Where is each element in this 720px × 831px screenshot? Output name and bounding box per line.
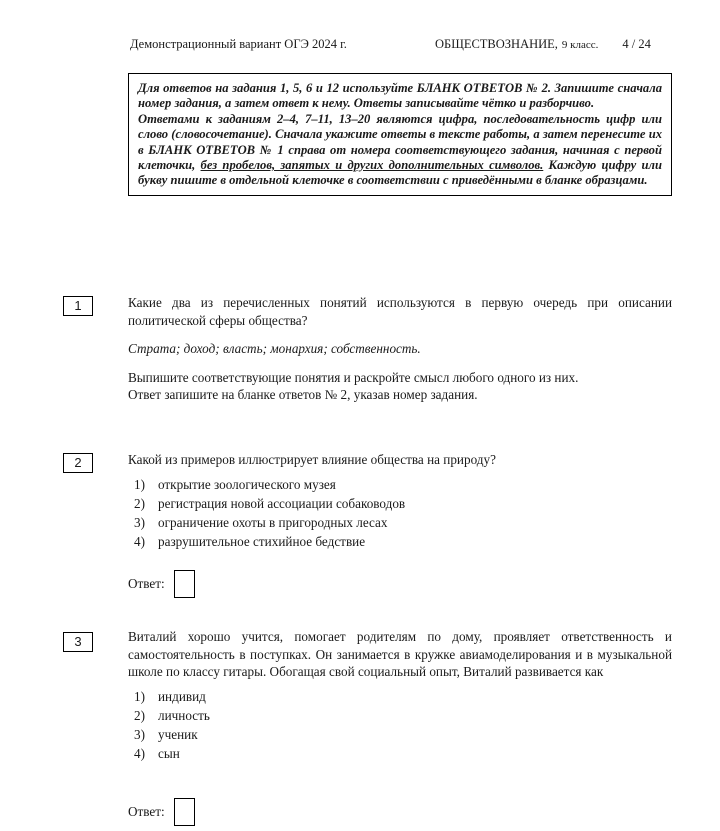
instruction-paragraph-2-underlined: без пробелов, запятых и других дополнительных символов. <box>200 158 544 173</box>
option-item[interactable] <box>128 532 672 551</box>
option-label: ученик <box>158 726 198 742</box>
answer-label: Ответ: <box>128 804 165 819</box>
question-2-stem: Какой из примеров иллюстрирует влияние общества на природу? <box>128 452 496 467</box>
option-label: регистрация новой ассоциации собаководов <box>158 495 406 511</box>
option-marker: 2) <box>134 707 145 723</box>
question-number-2: 2 <box>63 453 93 473</box>
option-marker: 3) <box>134 514 145 530</box>
header-subject-group <box>435 36 651 53</box>
instruction-paragraph-2-part2: Каждую цифру или букву пишите в отдельной клеточке в соответствии с приведёнными в бланке образцами. <box>138 158 662 188</box>
option-label: сын <box>158 745 180 761</box>
instruction-paragraph-1: Для ответов на задания 1, 5, 6 и 12 используйте БЛАНК ОТВЕТОВ № 2. Запишите сначала номер задания, а затем ответ к нему. Ответы записывайте чётко и разборчиво. <box>138 81 662 111</box>
answer-input-2[interactable] <box>174 570 195 598</box>
option-marker: 1) <box>134 476 145 492</box>
question-3-stem: Виталий хорошо учится, помогает родителям по дому, проявляет ответственность и самостоятельность в поступках. Он занимается в кружке авиамоделирования и в музыкальной школе по классу гитары. Обогащая свой социальный опыт, Виталий развивается как <box>128 629 672 679</box>
option-marker: 4) <box>134 745 145 761</box>
question-2-body <box>128 451 672 551</box>
option-item[interactable] <box>128 513 672 532</box>
option-label: разрушительное стихийное бедствие <box>158 533 366 549</box>
instruction-paragraph-2-part1: Ответами к заданиям 2–4, 7–11, 13–20 являются цифра, последовательность цифр или слово (словосочетание). Сначала укажите ответы в тексте работы, а затем перенесите их в БЛАНК ОТВЕТОВ № 1 справа от номера соответствующего задания, начиная с первой клеточки, <box>138 111 662 173</box>
question-2-options <box>128 475 672 551</box>
question-1-note: Ответ запишите на бланке ответов № 2, указав номер задания. <box>128 387 478 402</box>
option-marker: 4) <box>134 533 145 549</box>
question-1-body <box>128 294 672 404</box>
instruction-paragraph-2 <box>138 112 662 189</box>
answer-label: Ответ: <box>128 576 165 591</box>
option-label: ограничение охоты в пригородных лесах <box>158 514 388 530</box>
question-1-stem: Какие два из перечисленных понятий используются в первую очередь при описании политической сферы общества? <box>128 295 672 328</box>
header-page-number: 4 / 24 <box>622 37 651 51</box>
option-label: индивид <box>158 688 206 704</box>
option-item[interactable] <box>128 725 672 744</box>
instruction-box <box>128 73 672 196</box>
option-label: личность <box>158 707 210 723</box>
option-item[interactable] <box>128 494 672 513</box>
question-3-body <box>128 628 672 763</box>
header-exam-title: Демонстрационный вариант ОГЭ 2024 г. <box>130 37 347 51</box>
question-2-answer-row <box>128 570 195 598</box>
header-grade: 9 класс. <box>561 39 599 51</box>
question-3-options <box>128 687 672 763</box>
option-item[interactable] <box>128 706 672 725</box>
page-header <box>130 36 675 52</box>
option-item[interactable] <box>128 475 672 494</box>
question-number-1: 1 <box>63 296 93 316</box>
question-3-answer-row <box>128 798 195 826</box>
option-marker: 2) <box>134 495 145 511</box>
option-marker: 1) <box>134 688 145 704</box>
option-item[interactable] <box>128 687 672 706</box>
header-subject: ОБЩЕСТВОЗНАНИЕ, <box>435 37 558 51</box>
option-marker: 3) <box>134 726 145 742</box>
option-label: открытие зоологического музея <box>158 476 336 492</box>
option-item[interactable] <box>128 744 672 763</box>
question-1-task: Выпишите соответствующие понятия и раскройте смысл любого одного из них. <box>128 369 579 385</box>
question-1-terms: Страта; доход; власть; монархия; собственность. <box>128 341 421 356</box>
question-number-3: 3 <box>63 632 93 652</box>
answer-input-3[interactable] <box>174 798 195 826</box>
